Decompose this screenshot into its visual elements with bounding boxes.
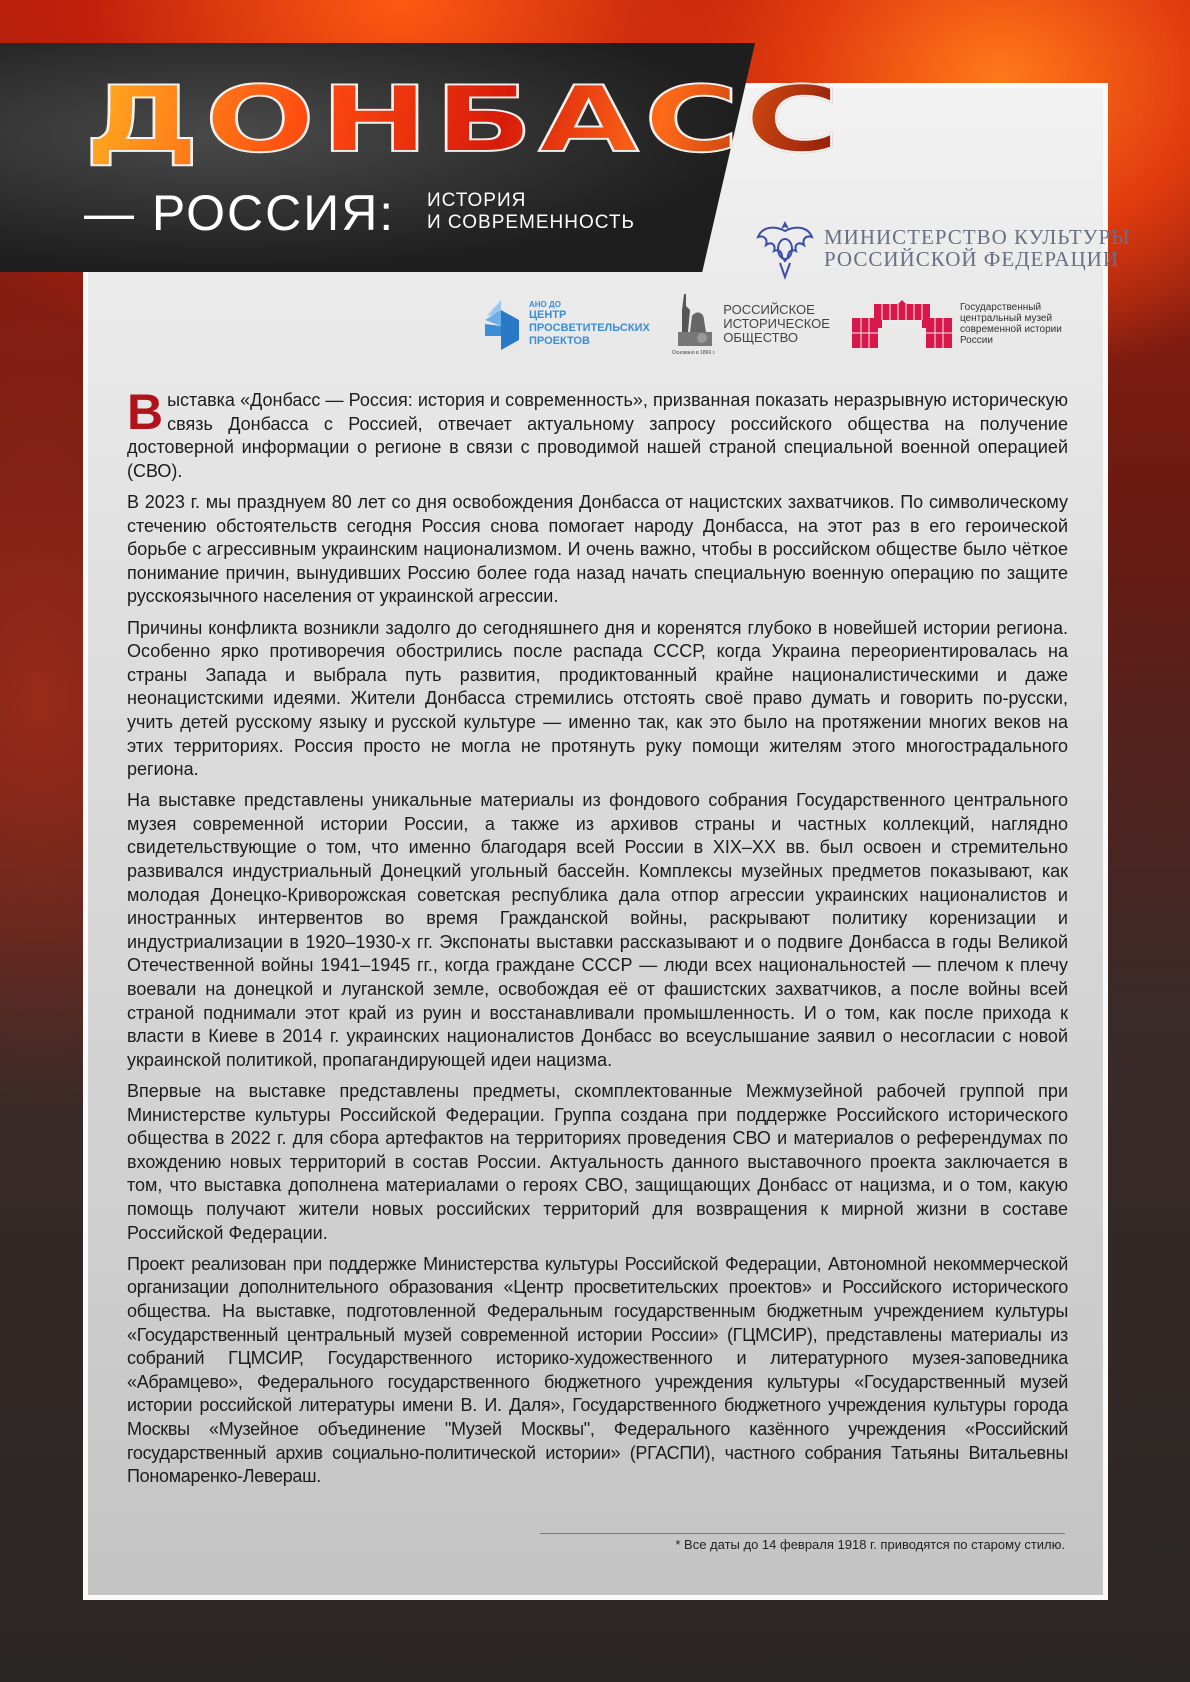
paragraph-conflict-causes: Причины конфликта возникли задолго до сегодняшнего дня и коренятся глубоко в новейшей истории региона. Особенно ярко противоречия обострились после распада СССР, когда Украина переориентировалась на страны Запада и выбрала путь развития, продиктованный крайне националистическими и даже неонацистскими идеями. Жители Донбасса стремились отстоять своё право думать и говорить по-русски, учить детей русскому языку и русской культуре — именно так, как это было на протяжении многих веков на этих территориях. Россия просто не могла не протянуть руку помощи жителям этого многострадального региона. (127, 617, 1068, 780)
double-headed-eagle-icon (756, 215, 814, 281)
museum-line1: Государственный (959, 302, 1042, 313)
paragraph-intro-text: ыставка «Донбасс — Россия: история и современность», призванная показать неразрывную историческую связь Донбасса с Россией, отвечает актуальному запросу российского общества на получение достоверной информации о регионе в связи с проводимой нашей страной специальной военной операцией (СВО). (127, 390, 1068, 481)
rio-logo (672, 292, 830, 356)
paragraph-exhibits: На выставке представлены уникальные материалы из фондового собрания Государственного центрального музея современной истории России, а также из архивов страны и частных коллекций, наглядно свидетельствующие о том, что именно благодаря всей России в XIX–XX вв. был освоен и стремительно развивался индустриальный Донецкий угольный бассейн. Комплексы музейных предметов показывают, как молодая Донецко-Криворожская советская республика дала отпор агрессии украинских националистов и иностранных интервентов во время Гражданской войны, раскрывают политику коренизации и индустриализации в 1920–1930-х гг. Экспонаты выставки рассказывают и о подвиге Донбасса в годы Великой Отечественной войны 1941–1945 гг., когда граждане СССР — люди всех национальностей — плечом к плечу воевали на донецкой и луганской земле, освобождая её от фашистских захватчиков, а после войны всей страной поднимали этот край из руин и восстанавливали промышленность. И о том, как после прихода к власти в Киеве в 2014 г. украинских националистов Донбасс во всеуслышание заявил о несогласии с новой украинской политикой, пропагандирующей идеи нацизма. (127, 790, 1068, 1070)
exhibition-subtitle-tagline (427, 190, 635, 234)
drop-cap: В (127, 384, 164, 440)
rio-line1: РОССИЙСКОЕ (723, 302, 815, 317)
gcmsir-logo (852, 300, 1062, 348)
partner-logos (483, 292, 1062, 356)
tagline-line2: И СОВРЕМЕННОСТЬ (427, 212, 635, 233)
museum-arch-icon (852, 300, 952, 348)
museum-line3: современной истории (959, 324, 1062, 335)
rio-line3: ОБЩЕСТВО (723, 330, 798, 345)
cpp-logo (483, 296, 650, 352)
cpp-line2: ПРОСВЕТИТЕЛЬСКИХ (529, 322, 650, 334)
exhibition-title: ДОНБАСС (84, 66, 846, 173)
cpp-line1: ЦЕНТР (529, 309, 567, 321)
paragraph-anniversary: В 2023 г. мы празднуем 80 лет со дня освобождения Донбасса от нацистских захватчиков. По символическому стечению обстоятельств сегодня Россия снова помогает народу Донбасса, на этот раз в его героической борьбе с агрессивным украинским национализмом. И очень важно, чтобы в российском обществе было чёткое понимание причин, вынудивших Россию более года назад начать специальную военную операцию по защите русскоязычного населения от украинской агрессии. (127, 491, 1068, 607)
tagline-line1: ИСТОРИЯ (427, 190, 527, 211)
rio-founded: Основано в 1866 г. (671, 350, 716, 356)
cpp-line3: ПРОЕКТОВ (529, 335, 590, 347)
rio-line2: ИСТОРИЧЕСКОЕ (723, 316, 830, 331)
paragraph-intro (127, 384, 1068, 483)
paragraph-partners: Проект реализован при поддержке Министерства культуры Российской Федерации, Автономной некоммерческой организации дополнительного образования «Центр просветительских проектов» и Российского исторического общества. На выставке, подготовленной Федеральным государственным бюджетным учреждением культуры «Государственный центральный музей современной истории России» (ГЦМСИР), представлены материалы из собраний ГЦМСИР, Государственного историко-художественного и литературного музея-заповедника «Абрамцево», Федерального государственного бюджетного учреждения культуры «Государственный музей истории российской литературы имени В. И. Даля», Государственного бюджетного учреждения культуры города Москвы «Музейное объединение "Музей Москвы", Федерального казённого учреждения «Российский государственный архив социально-политической истории» (РГАСПИ), частного собрания Татьяны Витальевны Пономаренко-Левераш. (127, 1253, 1068, 1487)
museum-line4: России (959, 335, 993, 346)
cpp-small-text: АНО ДО (529, 300, 561, 309)
footnote: * Все даты до 14 февраля 1918 г. приводятся по старому стилю. (540, 1533, 1065, 1552)
exhibition-description (127, 384, 1068, 1496)
open-book-icon (483, 296, 521, 352)
exhibition-subtitle: — РОССИЯ: (84, 185, 396, 241)
ministry-of-culture-logo (756, 215, 1131, 281)
paragraph-working-group: Впервые на выставке представлены предметы, скомплектованные Межмузейной рабочей группой при Министерстве культуры Российской Федерации. Группа создана при поддержке Российского исторического общества в 2022 г. для сбора артефактов на территориях проведения СВО и материалов о референдумах по вхождению новых территорий в состав России. Актуальность данного выставочного проекта заключается в том, что выставка дополнена материалами о героях СВО, защищающих Донбасс от нацизма, и о том, какую помощь получают жители новых российских территорий для возвращения к мирной жизни в составе Российской Федерации. (127, 1081, 1068, 1243)
museum-line2: центральный музей (959, 313, 1053, 324)
minin-pozharsky-monument-icon (674, 292, 714, 350)
ministry-line2: РОССИЙСКОЙ ФЕДЕРАЦИИ (824, 247, 1119, 271)
ministry-line1: МИНИСТЕРСТВО КУЛЬТУРЫ (824, 225, 1131, 249)
